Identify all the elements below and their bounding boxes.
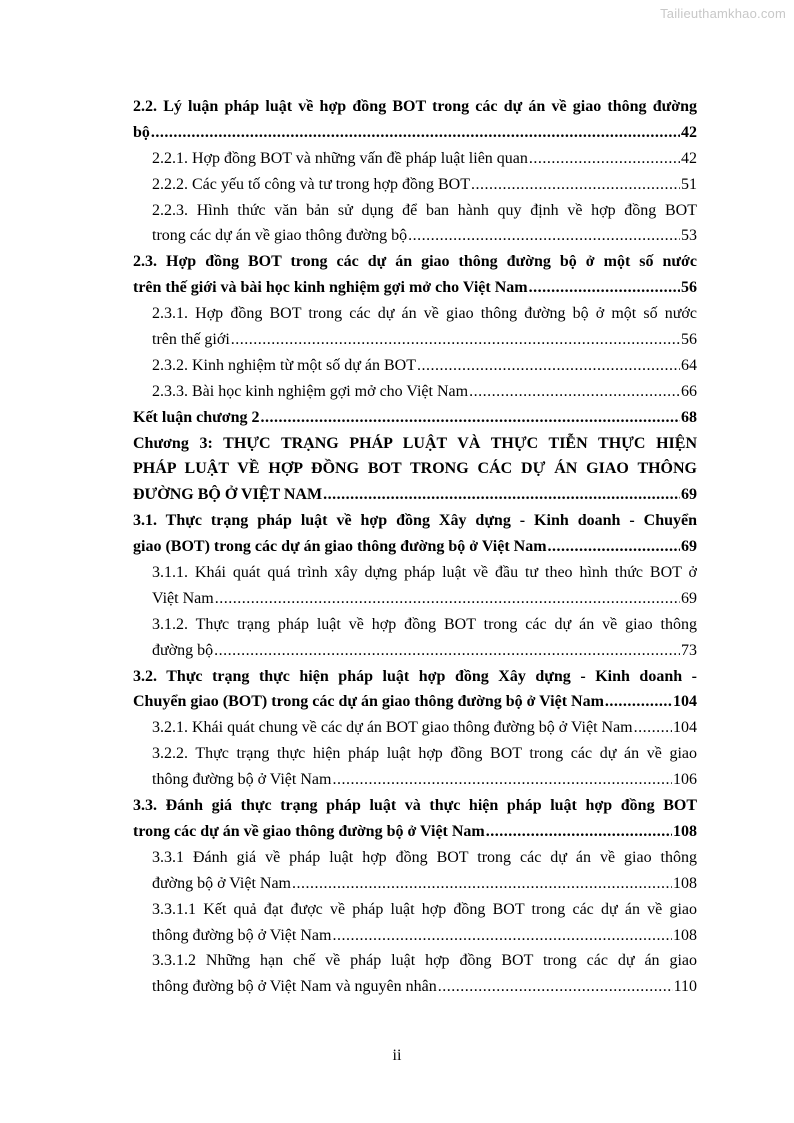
dot-leader xyxy=(605,689,672,715)
dot-leader xyxy=(548,534,680,560)
toc-page-number: 69 xyxy=(681,589,697,607)
toc-page-number: 106 xyxy=(673,771,697,789)
toc-entry-2-3-1[interactable] xyxy=(133,301,697,353)
toc-entry-text: 2.2. Lý luận pháp luật về hợp đồng BOT trong các dự án về giao thông đường xyxy=(133,98,697,115)
toc-entry-text: đường bộ xyxy=(152,641,214,659)
dot-leader xyxy=(408,223,680,249)
toc-entry-text: 2.3.3. Bài học kinh nghiệm gợi mở cho Việt Nam xyxy=(152,382,469,400)
dot-leader xyxy=(214,638,680,664)
toc-entry-2-2[interactable] xyxy=(133,94,697,146)
toc-entry-text: giao (BOT) trong các dự án giao thông đường bộ ở Việt Nam xyxy=(133,538,547,556)
toc-entry-text: Chương 3: THỰC TRẠNG PHÁP LUẬT VÀ THỰC TIỄN THỰC HIỆN xyxy=(133,434,697,452)
dot-leader xyxy=(231,327,680,353)
toc-page-number: 42 xyxy=(681,149,697,167)
toc-entry-text: thông đường bộ ở Việt Nam xyxy=(152,771,332,789)
toc-entry-text: 2.2.2. Các yếu tố công và tư trong hợp đồng BOT xyxy=(152,175,470,193)
toc-page-number: 42 xyxy=(681,123,697,141)
toc-entry-text: bộ xyxy=(133,123,150,141)
toc-entry-2-3-2[interactable] xyxy=(133,353,697,379)
toc-entry-text: trong các dự án về giao thông đường bộ xyxy=(152,227,408,245)
toc-entry-text: 3.1.1. Khái quát quá trình xây dựng pháp luật về đầu tư theo hình thức BOT ở xyxy=(152,564,697,582)
table-of-contents xyxy=(133,94,697,1000)
dot-leader xyxy=(151,120,680,146)
toc-entry-text: 3.2.2. Thực trạng thực hiện pháp luật hợp đồng BOT trong các dự án về giao xyxy=(152,745,697,763)
dot-leader xyxy=(260,405,680,431)
dot-leader xyxy=(529,275,680,301)
toc-page-number: 110 xyxy=(673,978,697,996)
toc-entry-3-3[interactable] xyxy=(133,793,697,845)
dot-leader xyxy=(529,146,680,172)
toc-page-number: 53 xyxy=(681,227,697,245)
toc-entry-text: Kết luận chương 2 xyxy=(133,408,260,426)
dot-leader xyxy=(332,923,672,949)
watermark: Tailieuthamkhao.com xyxy=(660,6,786,21)
toc-entry-text: 3.1.2. Thực trạng pháp luật về hợp đồng BOT trong các dự án về giao thông xyxy=(152,615,697,633)
toc-page-number: 64 xyxy=(681,356,697,374)
dot-leader xyxy=(469,379,680,405)
toc-page-number: 104 xyxy=(673,693,697,711)
toc-entry-text: đường bộ ở Việt Nam xyxy=(152,874,291,892)
toc-entry-text: Chuyển giao (BOT) trong các dự án giao thông đường bộ ở Việt Nam xyxy=(133,693,604,711)
dot-leader xyxy=(486,819,672,845)
toc-page-number: 56 xyxy=(681,279,697,297)
toc-page-number: 69 xyxy=(681,486,697,504)
toc-entry-text: 3.3.1.1 Kết quả đạt được về pháp luật hợp đồng BOT trong các dự án về giao xyxy=(152,900,697,918)
dot-leader xyxy=(323,482,680,508)
toc-entry-3-3-1-1[interactable] xyxy=(133,897,697,949)
page-number: ii xyxy=(392,1047,402,1064)
toc-entry-text: 2.2.3. Hình thức văn bản sử dụng để ban hành quy định về hợp đồng BOT xyxy=(152,201,697,219)
dot-leader xyxy=(215,586,680,612)
toc-entry-3-2-2[interactable] xyxy=(133,741,697,793)
toc-entry-2-3[interactable] xyxy=(133,249,697,301)
toc-entry-text: 3.3.1 Đánh giá về pháp luật hợp đồng BOT trong các dự án về giao thông xyxy=(152,848,697,866)
toc-entry-text: thông đường bộ ở Việt Nam xyxy=(152,926,332,944)
toc-page-number: 104 xyxy=(673,719,697,737)
toc-entry-text: 2.3.2. Kinh nghiệm từ một số dự án BOT xyxy=(152,356,416,374)
toc-entry-text: 3.1. Thực trạng pháp luật về hợp đồng Xây dựng - Kinh doanh - Chuyển xyxy=(133,512,697,530)
toc-entry-3-1[interactable] xyxy=(133,508,697,560)
toc-page-number: 73 xyxy=(681,641,697,659)
toc-entry-text: 2.2.1. Hợp đồng BOT và những vấn đề pháp luật liên quan xyxy=(152,149,528,167)
toc-page-number: 56 xyxy=(681,331,697,349)
toc-entry-text: Việt Nam xyxy=(152,589,214,607)
toc-entry-text: 3.3. Đánh giá thực trạng pháp luật và thực hiện pháp luật hợp đồng BOT xyxy=(133,797,697,815)
toc-page-number: 108 xyxy=(673,822,697,840)
toc-entry-text: PHÁP LUẬT VỀ HỢP ĐỒNG BOT TRONG CÁC DỰ ÁN GIAO THÔNG xyxy=(133,460,697,478)
toc-page-number: 51 xyxy=(681,175,697,193)
toc-entry-text: thông đường bộ ở Việt Nam và nguyên nhân xyxy=(152,978,437,996)
toc-entry-3-2-1[interactable] xyxy=(133,715,697,741)
dot-leader xyxy=(438,974,673,1000)
toc-entry-chapter-3[interactable] xyxy=(133,431,697,509)
dot-leader xyxy=(332,767,672,793)
toc-entry-text: 3.2.1. Khái quát chung về các dự án BOT giao thông đường bộ ở Việt Nam xyxy=(152,719,633,737)
toc-entry-text: 3.3.1.2 Những hạn chế về pháp luật hợp đồng BOT trong các dự án giao xyxy=(152,952,697,970)
toc-page-number: 108 xyxy=(673,926,697,944)
toc-entry-3-3-1[interactable] xyxy=(133,845,697,897)
dot-leader xyxy=(634,715,672,741)
dot-leader xyxy=(471,172,680,198)
toc-page-number: 108 xyxy=(673,874,697,892)
toc-entry-3-1-1[interactable] xyxy=(133,560,697,612)
toc-entry-3-1-2[interactable] xyxy=(133,612,697,664)
toc-entry-text: trong các dự án về giao thông đường bộ ở Việt Nam xyxy=(133,822,485,840)
dot-leader xyxy=(292,871,672,897)
toc-entry-2-2-2[interactable] xyxy=(133,172,697,198)
toc-entry-3-2[interactable] xyxy=(133,664,697,716)
toc-entry-2-2-3[interactable] xyxy=(133,198,697,250)
toc-entry-3-3-1-2[interactable] xyxy=(133,948,697,1000)
toc-entry-text: trên thế giới xyxy=(152,331,230,349)
toc-entry-2-2-1[interactable] xyxy=(133,146,697,172)
toc-entry-text: trên thế giới và bài học kinh nghiệm gợi mở cho Việt Nam xyxy=(133,279,528,297)
toc-entry-text: 2.3.1. Hợp đồng BOT trong các dự án về giao thông đường bộ ở một số nước xyxy=(152,305,697,323)
toc-entry-2-3-3[interactable] xyxy=(133,379,697,405)
toc-page-number: 68 xyxy=(681,408,697,426)
toc-entry-text: 2.3. Hợp đồng BOT trong các dự án giao thông đường bộ ở một số nước xyxy=(133,253,697,271)
toc-page-number: 69 xyxy=(681,538,697,556)
dot-leader xyxy=(417,353,680,379)
toc-entry-conclusion-2[interactable] xyxy=(133,405,697,431)
toc-entry-text: 3.2. Thực trạng thực hiện pháp luật hợp đồng Xây dựng - Kinh doanh - xyxy=(133,667,697,685)
toc-page-number: 66 xyxy=(681,382,697,400)
toc-entry-text: ĐƯỜNG BỘ Ở VIỆT NAM xyxy=(133,486,323,504)
